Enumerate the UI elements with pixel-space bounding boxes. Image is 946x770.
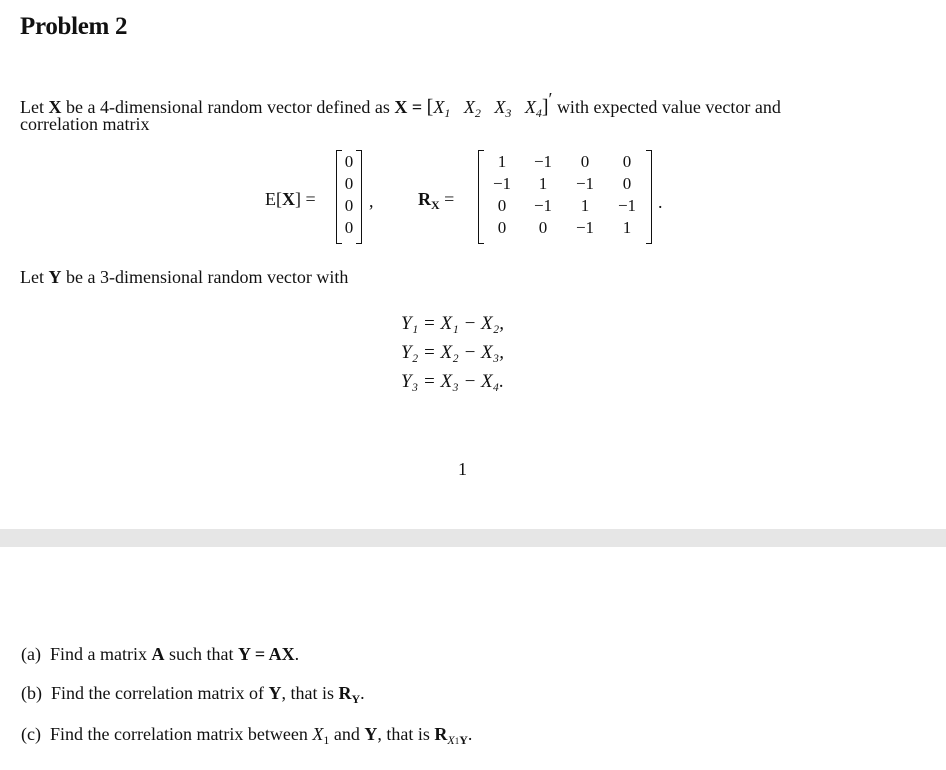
expected-entry: 0 [344, 174, 354, 193]
corr-cell: 1 [497, 152, 507, 171]
intro-text-a: Let [20, 97, 49, 117]
intro-line-1: Let X be a 4-dimensional random vector defined as $X = [X_1$ $X_2$ $X_3$ $X_4]'$ with expected value vector and [20, 89, 781, 120]
corr-cell: 1 [580, 196, 590, 215]
page-divider [0, 529, 946, 547]
intro-line-2: correlation matrix [20, 114, 150, 134]
corr-cell: −1 [533, 152, 553, 171]
expected-vector [336, 150, 362, 244]
corr-cell: −1 [617, 196, 637, 215]
expected-lhs: E[X] = [265, 189, 316, 209]
page-number: 1 [458, 459, 467, 479]
y-intro: Let Y be a 3-dimensional random vector with [20, 267, 349, 287]
corr-cell: −1 [575, 174, 595, 193]
corr-cell: 1 [622, 218, 632, 237]
row-vector: [ [426, 96, 434, 118]
corr-cell: −1 [575, 218, 595, 237]
corr-cell: 0 [622, 152, 632, 171]
expected-entry: 0 [344, 152, 354, 171]
corr-cell: −1 [533, 196, 553, 215]
corr-cell: 0 [580, 152, 590, 171]
corr-cell: 0 [622, 174, 632, 193]
expected-comma: , [369, 191, 374, 211]
vec-entry-2: $X_2$ [463, 97, 481, 120]
correlation-lhs: $R_X$ = [418, 189, 455, 212]
correlation-period: . [658, 192, 663, 212]
question-a: (a) Find a matrix A such that Y = AX. [21, 644, 300, 664]
corr-cell: 0 [497, 196, 507, 215]
corr-cell: 0 [497, 218, 507, 237]
corr-cell: −1 [492, 174, 512, 193]
question-b: (b) Find the correlation matrix of Y, that is $R_Y$. [21, 683, 365, 706]
vec-x-eq: X = [394, 97, 427, 117]
intro-bold-x: X [48, 97, 62, 117]
corr-cell: 1 [538, 174, 548, 193]
correlation-matrix [478, 150, 652, 244]
intro-text-b: be a 4-dimensional random vector defined as [61, 97, 395, 117]
problem-title: Problem 2 [20, 13, 128, 40]
equation-y1: Y₁ = X₁ − X₂, [401, 313, 504, 334]
vec-entry-3: $X_3$ [494, 97, 512, 120]
corr-cell: 0 [538, 218, 548, 237]
expected-entry: 0 [344, 218, 354, 237]
intro-text-c: with expected value vector and [552, 97, 781, 117]
expected-entry: 0 [344, 196, 354, 215]
vec-entry-1: $X_1$ [433, 97, 451, 120]
vec-entry-4: $X_4$ [524, 97, 542, 120]
equation-y3: Y₃ = X₃ − X₄. [401, 371, 504, 392]
question-c: (c) Find the correlation matrix between $X_1$ and Y, that is $R_{X1Y}$. [21, 724, 473, 747]
equation-y2: Y₂ = X₂ − X₃, [401, 342, 504, 363]
transpose-mark: ′ [548, 89, 553, 109]
